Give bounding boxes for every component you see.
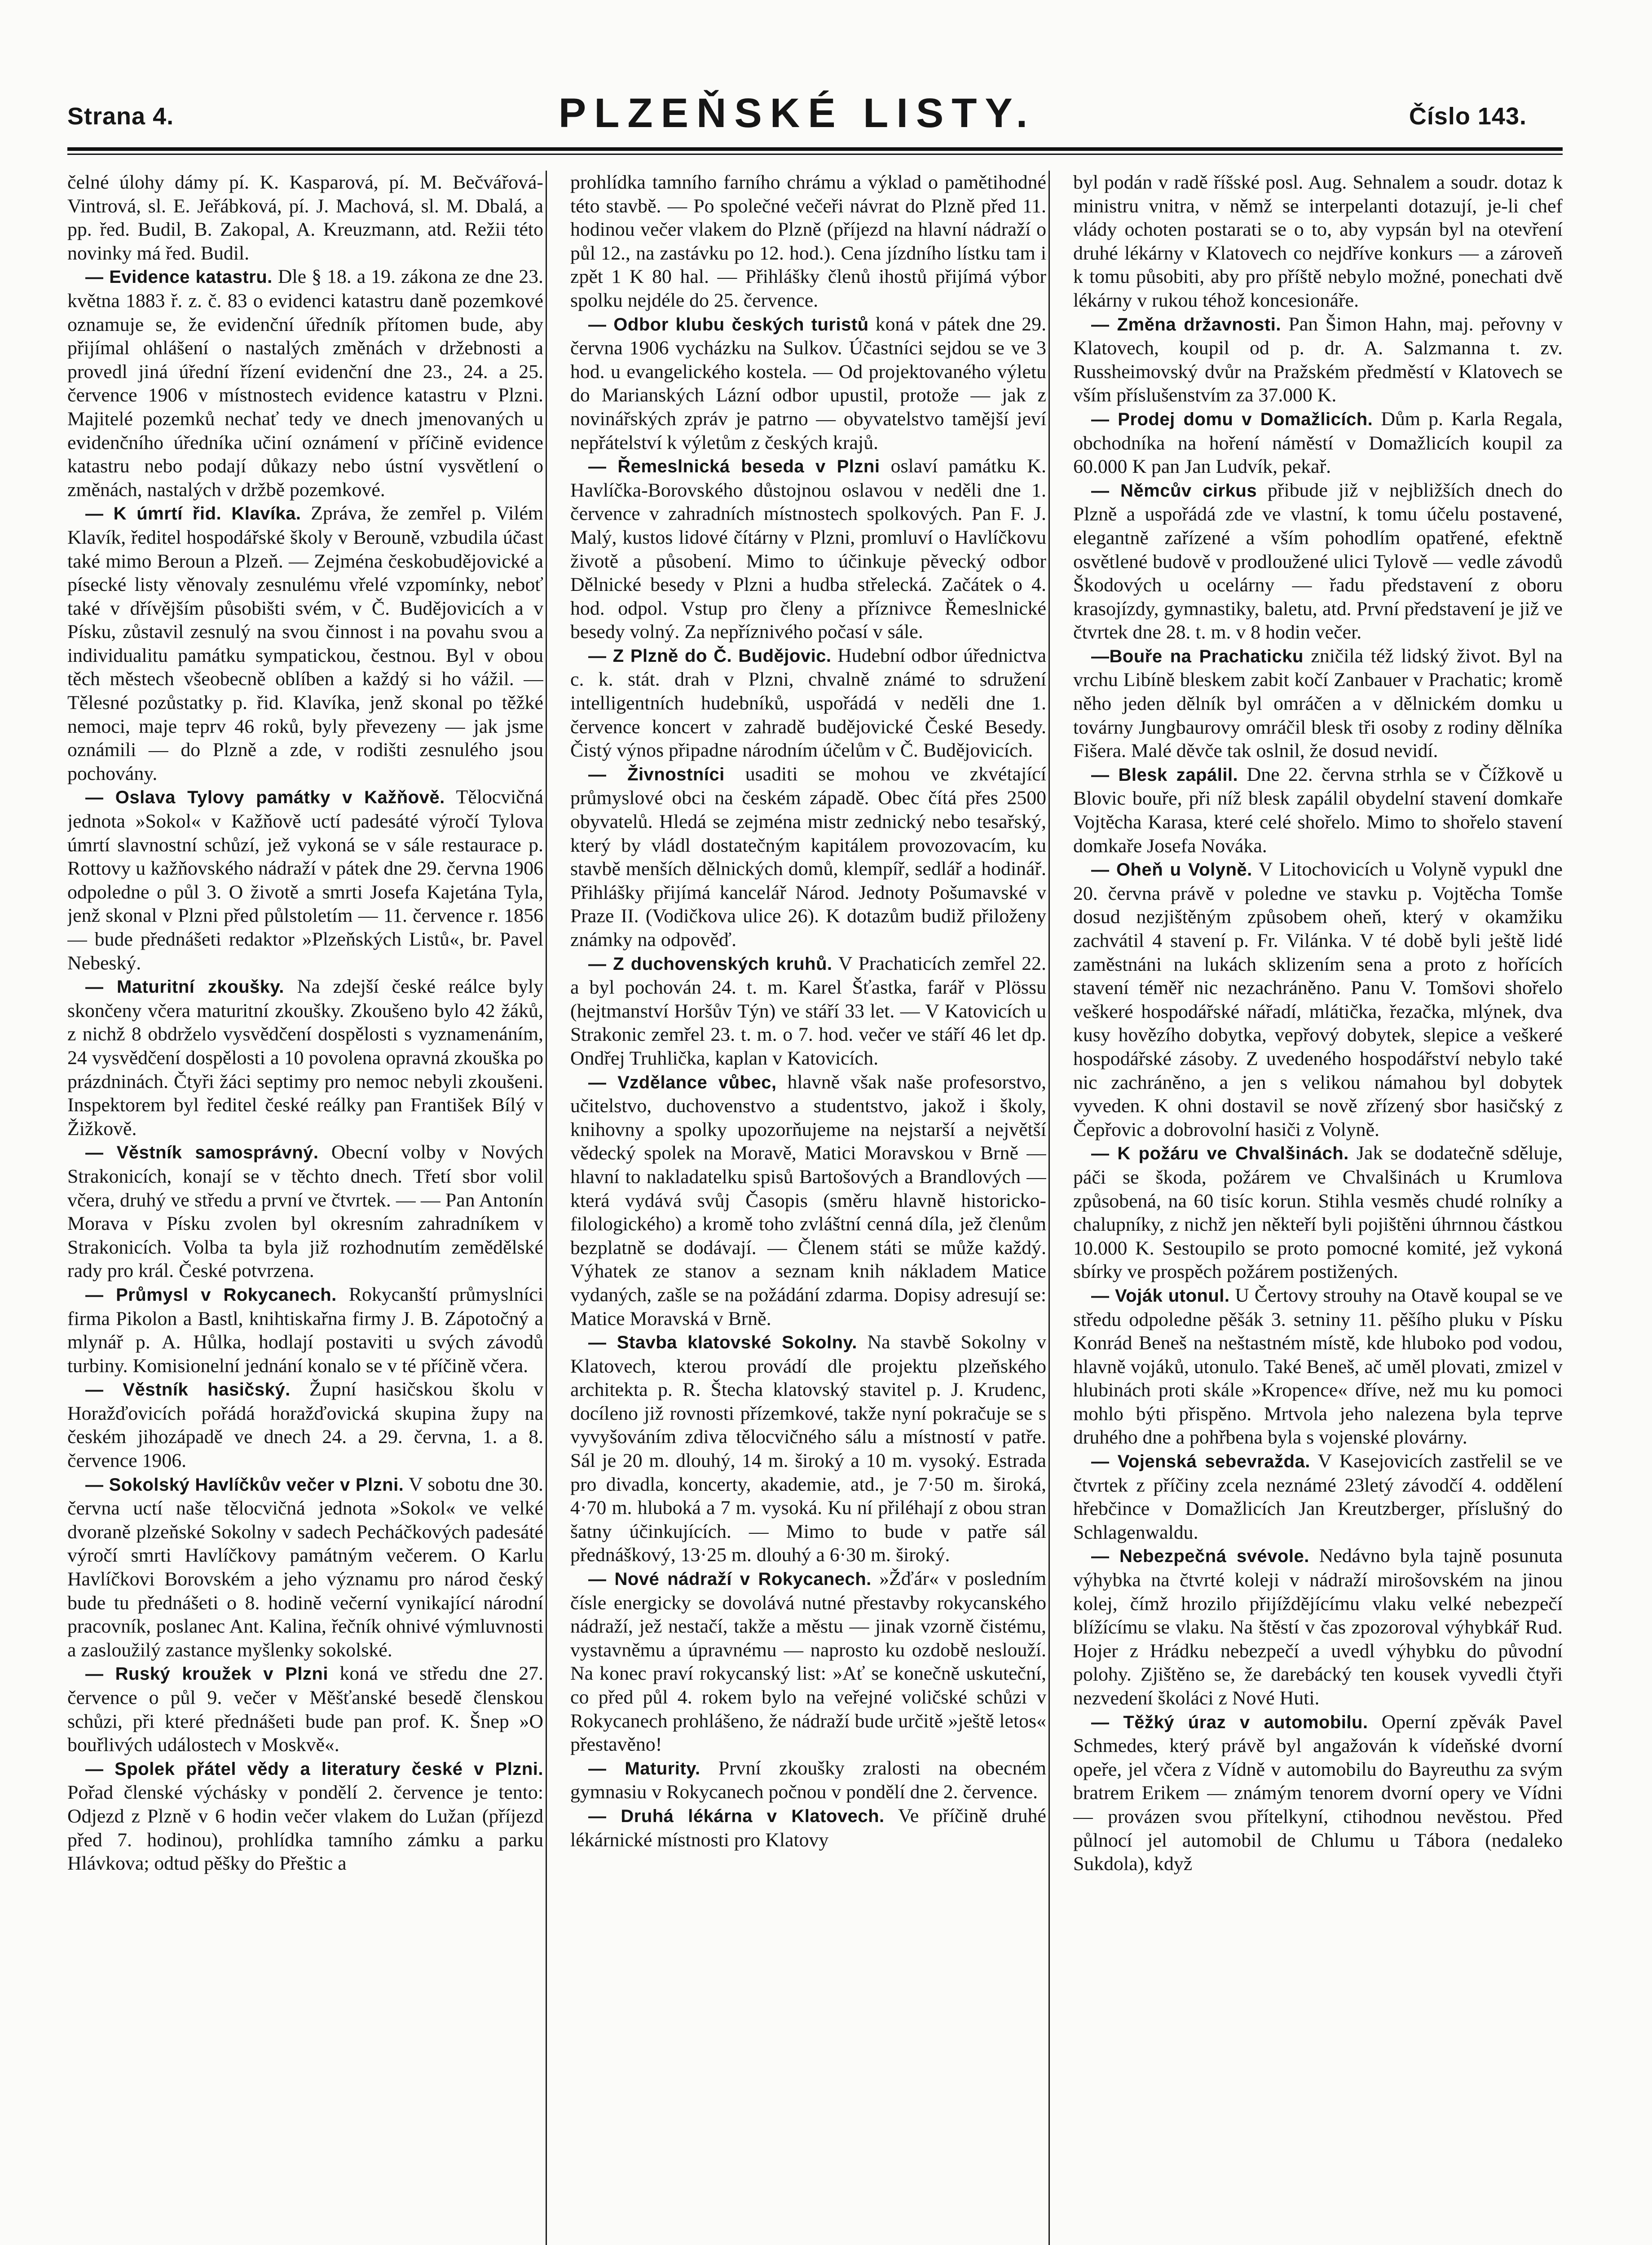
article-columns: [67, 171, 1563, 2245]
news-item: [1073, 763, 1563, 858]
news-item: [570, 1756, 1046, 1804]
masthead-rule: [67, 147, 1563, 151]
news-item: [67, 975, 543, 1140]
news-item-heading: — Vzdělance vůbec,: [588, 1072, 777, 1092]
news-item-text: U Čertovy strouhy na Otavě koupal se ve středu odpoledne pěšák 3. setniny 11. pěšího pluku v Písku Konrád Beneš na neštastném místě, kde hluboko pod vodou, hlavně vojáků, utonulo. Také Beneš, ač uměl plovati, zmizel v hlubinách proti skále »Kropence« dříve, než mu ku pomoci mohlo býti přispěno. Mrtvola jeho nalezena byla teprve druhého dne a pohřbena byla s vojenské plovárny.: [1073, 1284, 1563, 1448]
news-item-heading: — Změna državnosti.: [1091, 314, 1281, 335]
column-1: [67, 171, 543, 2245]
news-item: [1073, 407, 1563, 479]
news-item-heading: — Z duchovenských kruhů.: [588, 954, 833, 974]
news-item-heading: — Těžký úraz v automobilu.: [1091, 1712, 1368, 1732]
news-item: [1073, 1544, 1563, 1710]
news-item-text: Pořad členské výchásky v pondělí 2. července je tento: Odjezd z Plzně v 6 hodin večer vlakem do Lužan (příjezd před 7. hodinou), prohlídka tamního zámku a parku Hlávkova; odtud pěšky do Přeštic a: [67, 1782, 543, 1875]
news-item: [1073, 644, 1563, 763]
news-item-heading: — Nebezpečná svévole.: [1091, 1546, 1309, 1567]
news-item-text: koná v pátek dne 29. června 1906 vycházku na Sulkov. Účastníci sejdou se ve 3 hod. u evangelického kostela. — Od projektovaného výletu do Marianských Lázní odbor upustil, protože — jak z novinářských zpráv je patrno — obyvatelstvo tamější jeví nepřátelství k výletům z českých krajů.: [570, 313, 1046, 453]
news-item: [1073, 1449, 1563, 1544]
newspaper-title: PLZEŇSKÉ LISTY.: [558, 90, 1036, 136]
news-item-text: usaditi se mohou ve zkvétající průmyslové obci na českém západě. Obec čítá přes 2500 obyvatelů. Hledá se zejména mistr zednický nebo tesařský, který by vládl dostatečným kapitálem provozovacím, ku stavbě menších dělnických domů, klempíř, sedlář a hodinář. Přihlášky přijímá kancelář Národ. Jednoty Pošumavské v Praze II. (Vodičkova ulice 26). K dotazům budiž přiloženy známky na odpověď.: [570, 763, 1046, 951]
news-item-heading: — Prodej domu v Domažlicích.: [1091, 409, 1373, 429]
news-item-text: prohlídka tamního farního chrámu a výklad o pamětihodné této stavbě. — Po společné večeři návrat do Plzně před 11. hodinou večer vlakem do Plzně (příjezd na hlavní nádraží o půl 12., na zastávku po 12. hod.). Cena jízdního lístku tam i zpět 1 K 80 hal. — Přihlášky členů ihostů přijímá výbor spolku nejdéle do 25. července.: [570, 172, 1046, 311]
news-item: [1073, 479, 1563, 644]
news-item-text: Dne 22. června strhla se v Čížkově u Blovic bouře, při níž blesk zapálil obydelní stavení domkaře Vojtěcha Karasa, které celé shořelo. Mimo to shořelo stavení domkaře Josefa Nováka.: [1073, 763, 1563, 857]
news-item-heading: — Vojenská sebevražda.: [1091, 1452, 1310, 1472]
news-item: [67, 502, 543, 785]
news-item-text: Obecní volby v Nových Strakonicích, konají se v těchto dnech. Třetí sbor volil včera, druhý ve středu a první ve čtvrtek. — — Pan Antonín Morava v Písku zvolen byl okresním zahradníkem v Strakonicích. Volba ta byla již rozhodnutím zemědělské rady pro král. České potvrzena.: [67, 1141, 543, 1282]
news-item-text: Na zdejší české reálce byly skončeny včera maturitní zkoušky. Zkoušeno bylo 42 žáků, z nichž 8 obdrželo vysvědčení dospělosti s vyznamenáním, 24 vysvědčení dospělosti a 10 povolena opravná zkouška po prázdninách. Čtyři žáci septimy pro nemoc nebyli zkoušeni. Inspektorem byl ředitel české reálky pan František Bílý v Žižkově.: [67, 976, 543, 1140]
masthead: [49, 90, 1545, 153]
news-item-heading: — Sokolský Havlíčkův večer v Plzni.: [85, 1475, 404, 1495]
news-item-heading: — Ruský kroužek v Plzni: [85, 1664, 328, 1684]
news-item-heading: — Oheň u Volyně.: [1091, 860, 1252, 880]
news-item-heading: —Bouře na Prachaticku: [1091, 646, 1304, 666]
news-item-heading: — Druhá lékárna v Klatovech.: [588, 1806, 885, 1826]
news-item-text: V sobotu dne 30. června uctí naše tělocvičná jednota »Sokol« ve velké dvoraně plzeňské Sokolny v sadech Pecháčkových padesáté výročí smrti Havlíčkovy památným večerem. O Karlu Havlíčkovi Borovském a jeho významu pro národ český bude tu přednášeti o 8. hodině večerní vynikající národní pracovník, poslanec Ant. Kalina, řečník ohnivé výmluvnosti a zasloužilý zastance myšlenky sokolské.: [67, 1473, 543, 1661]
news-item-heading: — K úmrtí řid. Klavíka.: [85, 504, 301, 524]
news-item: [1073, 1710, 1563, 1876]
news-item-text: Na stavbě Sokolny v Klatovech, kterou provádí dle projektu plzeňského architekta p. R. Štecha klatovský stavitel p. J. Krudenc, docíleno již rovnosti přízemkové, takže nyní pokračuje se s vyvyšováním zdiva tělocvičného sálu a místností v patře. Sál je 20 m. dlouhý, 14 m. široký a 10 m. vysoký. Estrada pro divadla, koncerty, akademie, atd., je 7·50 m. široká, 4·70 m. hluboká a 7 m. vysoká. Ku ní přiléhají z obou stran šatny účinkujících. — Mimo to bude v patře sál přednáškový, 13·25 m. dlouhý a 6·30 m. široký.: [570, 1331, 1046, 1566]
masthead-rule-thin: [67, 154, 1563, 155]
news-item-heading: — Spolek přátel vědy a literatury české v Plzni.: [85, 1759, 543, 1779]
column-3: [1073, 171, 1563, 2245]
news-item: [67, 1140, 543, 1283]
news-item-text: oslaví památku K. Havlíčka-Borovského důstojnou oslavou v neděli dne 1. července v zahradních místnostech spolkových. Pan F. J. Malý, kustos lidové čítárny v Plzni, promluví o Havlíčkovu životě a působení. Mimo to účinkuje pěvecký odbor Dělnické besedy v Plzni a hudba střelecká. Začátek o 4. hod. odpol. Vstup pro členy a příznivce Řemeslnické besedy volný. Za nepříznivého počasí v sále.: [570, 455, 1046, 643]
news-item-text: První zkoušky zralosti na obecném gymnasiu v Rokycanech počnou v pondělí dne 2. července.: [570, 1757, 1046, 1803]
news-item-heading: — K požáru ve Chvalšinách.: [1091, 1144, 1349, 1164]
news-item-heading: — Nové nádraží v Rokycanech.: [588, 1569, 872, 1589]
news-item: [570, 952, 1046, 1070]
news-item-heading: — Stavba klatovské Sokolny.: [588, 1333, 857, 1353]
issue-number: Číslo 143.: [1409, 103, 1527, 130]
news-item: [570, 644, 1046, 762]
news-item: [1073, 1141, 1563, 1284]
news-item-heading: — Věstník hasičský.: [85, 1380, 291, 1400]
news-item-text: Jak se dodatečně sděluje, páči se škoda, požárem ve Chvalšinách u Krumlova způsobená, na 60 tisíc korun. Stihla vesměs chudé rolníky a chalupníky, z nichž jen někteří byli pojištěni úhrnnou částkou 10.000 K. Sestoupilo se proto pomocné komité, jež vykoná sbírky ve prospěch požárem postižených.: [1073, 1142, 1563, 1283]
page-number: Strana 4.: [67, 103, 174, 130]
news-item-heading: — Věstník samosprávný.: [85, 1143, 319, 1163]
news-item-heading: — Živnostníci: [588, 764, 725, 784]
news-item-text: čelné úlohy dámy pí. K. Kasparová, pí. M. Bečvářová-Vintrová, sl. E. Jeřábková, pí. J. Machová, sl. M. Dbalá, a pp. řed. Budil, B. Zakopal, A. Kreuzmann, atd. Režii této novinky má řed. Budil.: [67, 172, 543, 264]
news-item: [67, 171, 543, 265]
news-item: [570, 454, 1046, 644]
news-item: [67, 1662, 543, 1756]
news-item-text: Hudební odbor úřednictva c. k. stát. drah v Plzni, chvalně známé to sdružení intelligentních hudebníků, uspořádá v neděli dne 1. července koncert v zahradě budějovické České Besedy. Čistý výnos připadne národním účelům v Č. Budějovicích.: [570, 644, 1046, 762]
news-item-text: Rokycanští průmyslníci firma Pikolon a Bastl, knihtiskařna firmy J. B. Zápotočný a mlynář p. A. Hůlka, hodlají postaviti u svých závodů turbiny. Komisionelní jednání konalo se v té příčině včera.: [67, 1283, 543, 1377]
news-item: [67, 785, 543, 975]
news-item-text: Operní zpěvák Pavel Schmedes, který právě byl angažován k vídeňské dvorní opeře, jel včera z Vídně v automobilu do Bayreuthu za svým bratrem Erikem — známým tenorem dvorní opery ve Vídni — provázen svou přítelkyní, ctihodnou nevěstou. Před půlnocí jel automobil de Chlumu u Tábora (nedaleko Sukdola), když: [1073, 1711, 1563, 1875]
news-item-heading: — Maturity.: [588, 1758, 700, 1778]
news-item: [570, 1330, 1046, 1567]
news-item-text: V Kasejovicích zastřelil se ve čtvrtek z příčiny zcela neznámé 23letý závodčí 4. oddělení hřebčince v Domažlicích Jan Kreutzberger, příslušný do Schlagenwaldu.: [1073, 1450, 1563, 1543]
news-item: [570, 762, 1046, 952]
news-item: [570, 1070, 1046, 1331]
news-item: [570, 1804, 1046, 1852]
news-item: [1073, 858, 1563, 1141]
news-item: [67, 1283, 543, 1378]
news-item-text: Zpráva, že zemřel p. Vilém Klavík, ředitel hospodářské školy v Berouně, vzbudila účast také mimo Beroun a Plzeň. — Zejména českobudějovické a písecké listy věnovaly zesnulému vřelé vzpomínky, neboť také v dřívějším působišti svém, v Č. Budějovicích a v Písku, zůstavil zesnulý na svou činnost i na povahu svou a individualitu památku sympatickou, čestnou. Byl v obou těch městech všeobecně oblíben a každý si ho vážil. — Tělesné pozůstatky p. řid. Klavíka, jenž skonal po těžké nemoci, maje teprv 46 roků, byly převezeny — jak jsme oznámili — do Plzně a zde, v rodišti zesnulého jsou pochovány.: [67, 502, 543, 784]
news-item-text: Dle § 18. a 19. zákona ze dne 23. května 1883 ř. z. č. 83 o evidenci katastru daně pozemkové oznamuje se, že evidenční úředník přítomen bude, aby přijímal ohlášení o nastalých změnách v držebnosti a provedl jiná úřední řízení evidenční dne 23., 24. a 25. července 1906 v místnostech evidence katastru v Plzni. Majitelé pozemků nechať tedy ve dnech jmenovaných u evidenčního úředníka učiní oznámení v příčině evidence katastru nebo podají důkazy nebo ústní vysvětlení o změnách, nastalých v držbě pozemkové.: [67, 266, 543, 501]
news-item: [1073, 171, 1563, 313]
news-item-text: Ve příčině druhé lékárnické místnosti pro Klatovy: [570, 1805, 1046, 1851]
news-item-text: hlavně však naše profesorstvo, učitelstvo, duchovenstvo a studentstvo, jakož i školy, knihovny a spolky upozorňujeme na nejstarší a největší vědecký spolek na Moravě, Matici Moravskou v Brně — hlavní to nakladatelku spisů Bartošových a Brandlových — která vydává svůj Časopis (směru hlavně historicko-filologického) a kromě toho zvláštní cenná díla, jež členům bezplatně se dodávají. — Členem státi se může každý. Výhatek ze stanov a seznam knih nákladem Matice vydaných, zašle se na požádání zdarma. Dopisy adresují se: Matice Moravská v Brně.: [570, 1071, 1046, 1329]
news-item: [570, 171, 1046, 313]
news-item-text: přibude již v nejbližších dnech do Plzně a uspořádá zde ve vlastní, k tomu účelu postavené, elegantně zařízené a vším pohodlím opatřené, efektně osvětlené budově v prodloužené ulici Tylově — vedle závodů Škodových u ocelárny — řadu představení z oboru krasojízdy, gymnastiky, baletu, atd. První představení je již ve čtvrtek dne 28. t. m. v 8 hodin večer.: [1073, 479, 1563, 643]
news-item-text: byl podán v radě říšské posl. Aug. Sehnalem a soudr. dotaz k ministru vnitra, v němž se interpelanti dotazují, je-li chef vlády ochoten postarati se o to, aby vypsán byl na otevření druhé lékárny v Klatovech co nejdříve konkurs — a zároveň k tomu působiti, aby pro příště nebylo možné, ponechati dvě lékárny v rukou téhož koncesionáře.: [1073, 172, 1563, 311]
news-item-text: zničila též lidský život. Byl na vrchu Libíně bleskem zabit kočí Zanbauer v Prachatic; kromě něho jeden dělník byl omráčen a v dělnickém domku u továrny Jungbaurovy omráčil blesk tři osoby z rodiny dělníka Fišera. Malé děvče tak oslnil, že dosud nevidí.: [1073, 645, 1563, 762]
news-item: [570, 1567, 1046, 1756]
news-item: [1073, 1284, 1563, 1449]
news-item: [1073, 313, 1563, 407]
news-item: [67, 1757, 543, 1875]
column-2: [570, 171, 1046, 2245]
news-item-heading: — Odbor klubu českých turistů: [588, 314, 869, 335]
news-item-heading: — Maturitní zkoušky.: [85, 977, 284, 997]
news-item-heading: — Z Plzně do Č. Budějovic.: [588, 646, 832, 666]
news-item: [570, 313, 1046, 455]
news-item-text: V Prachaticích zemřel 22. a byl pochován 24. t. m. Karel Šťastka, farář v Plössu (hejtmanství Horšův Týn) ve stáří 33 let. — V Katovicích u Strakonic zemřel 23. t. m. o 7. hod. večer ve stáří 46 let dp. Ondřej Truhlička, kaplan v Katovicích.: [570, 952, 1046, 1069]
news-item-heading: — Evidence katastru.: [85, 267, 273, 287]
news-item: [67, 1378, 543, 1472]
news-item-text: Nedávno byla tajně posunuta výhybka na čtvrté koleji v nádraží mirošovském na jinou kolej, čímž hrozilo přijíždějícímu vlaku velké nebezpečí blížícímu se vlaku. Na štěstí v čas zpozoroval výhybkář Rud. Hojer z Hrádku nebezpečí a uvedl výhybku do původní polohy. Zjištěno se, že darebácký ten kousek vyvedli čtyři nezvedení školáci z Nové Huti.: [1073, 1545, 1563, 1709]
news-item-text: »Žďár« v posledním čísle energicky se dovolává nutné přestavby rokycanského nádraží, jež nestačí, takže a městu — jinak vzorně čistému, vystavněmu a úpravnému — naprosto ku ozdobě neslouží. Na konec praví rokycanský list: »Ať se konečně uskuteční, co před půl 4. rokem bylo na veřejné voličské schůzi v Rokycanech prohlášeno, že nádraží bude určitě »ještě letos« přestavěno!: [570, 1568, 1046, 1756]
news-item-text: Tělocvičná jednota »Sokol« v Kažňově uctí padesáté výročí Tylova úmrtí slavnostní schůzí, jež vykoná se v sále restaurace p. Rottovy u kažňovského nádraží v pátek dne 29. června 1906 odpoledne o půl 3. O životě a smrti Josefa Kajetána Tyla, jenž skonal v Plzni před půlstoletím — 11. července r. 1856 — bude přednášeti redaktor »Plzeňských Listů«, br. Pavel Nebeský.: [67, 786, 543, 974]
news-item-text: Župní hasičskou školu v Horažďovicích pořádá horažďovická skupina župy na českém jihozápadě ve dnech 24. a 29. června, 1. a 8. července 1906.: [67, 1378, 543, 1472]
news-item-heading: — Oslava Tylovy památky v Kažňově.: [85, 788, 445, 808]
news-item-text: Pan Šimon Hahn, maj. peřovny v Klatovech, koupil od p. dr. A. Salzmanna t. zv. Russheimovský dvůr na Pražském předměstí v Klatovech se vším příslušenstvím za 37.000 K.: [1073, 313, 1563, 406]
news-item: [67, 1473, 543, 1662]
news-item-heading: — Němcův cirkus: [1091, 480, 1257, 501]
news-item: [67, 265, 543, 502]
news-item-heading: — Průmysl v Rokycanech.: [85, 1285, 337, 1305]
news-item-heading: — Voják utonul.: [1091, 1285, 1230, 1306]
news-item-text: koná ve středu dne 27. července o půl 9. večer v Měšťanské besedě členskou schůzi, při které přednášeti bude pan prof. K. Šnep »O bouřlivých událostech v Moskvě«.: [67, 1663, 543, 1756]
news-item-text: V Litochovicích u Volyně vypukl dne 20. června právě v poledne ve stavku p. Vojtěcha Tomše dosud nezjištěným způsobem oheň, který v okamžiku zachvátil 4 stavení p. Fr. Vilánka. V té době byli ještě lidé zaměstnáni na lukách sklizením sena a proto z hořících stavení téměř nic nezachráněno. Panu V. Tomšovi shořelo veškeré hospodářské nářadí, mlátička, řezačka, mlýnek, dva kusy hovězího dobytka, vepřový dobytek, slepice a veškeré hospodářské zásoby. Z uvedeného hospodářství nebylo také nic zachráněno, a jen s velikou námahou byl dobytek vyveden. K ohni dostavil se nově zřízený sbor hasičský z Čepřovic a dobrovolní hasiči z Volyně.: [1073, 858, 1563, 1140]
news-item-heading: — Blesk zapálil.: [1091, 765, 1238, 785]
news-item-text: Dům p. Karla Regala, obchodníka na hoření náměstí v Domažlicích koupil za 60.000 K pan Jan Ludvík, pekař.: [1073, 408, 1563, 478]
news-item-heading: — Řemeslnická beseda v Plzni: [588, 457, 880, 477]
